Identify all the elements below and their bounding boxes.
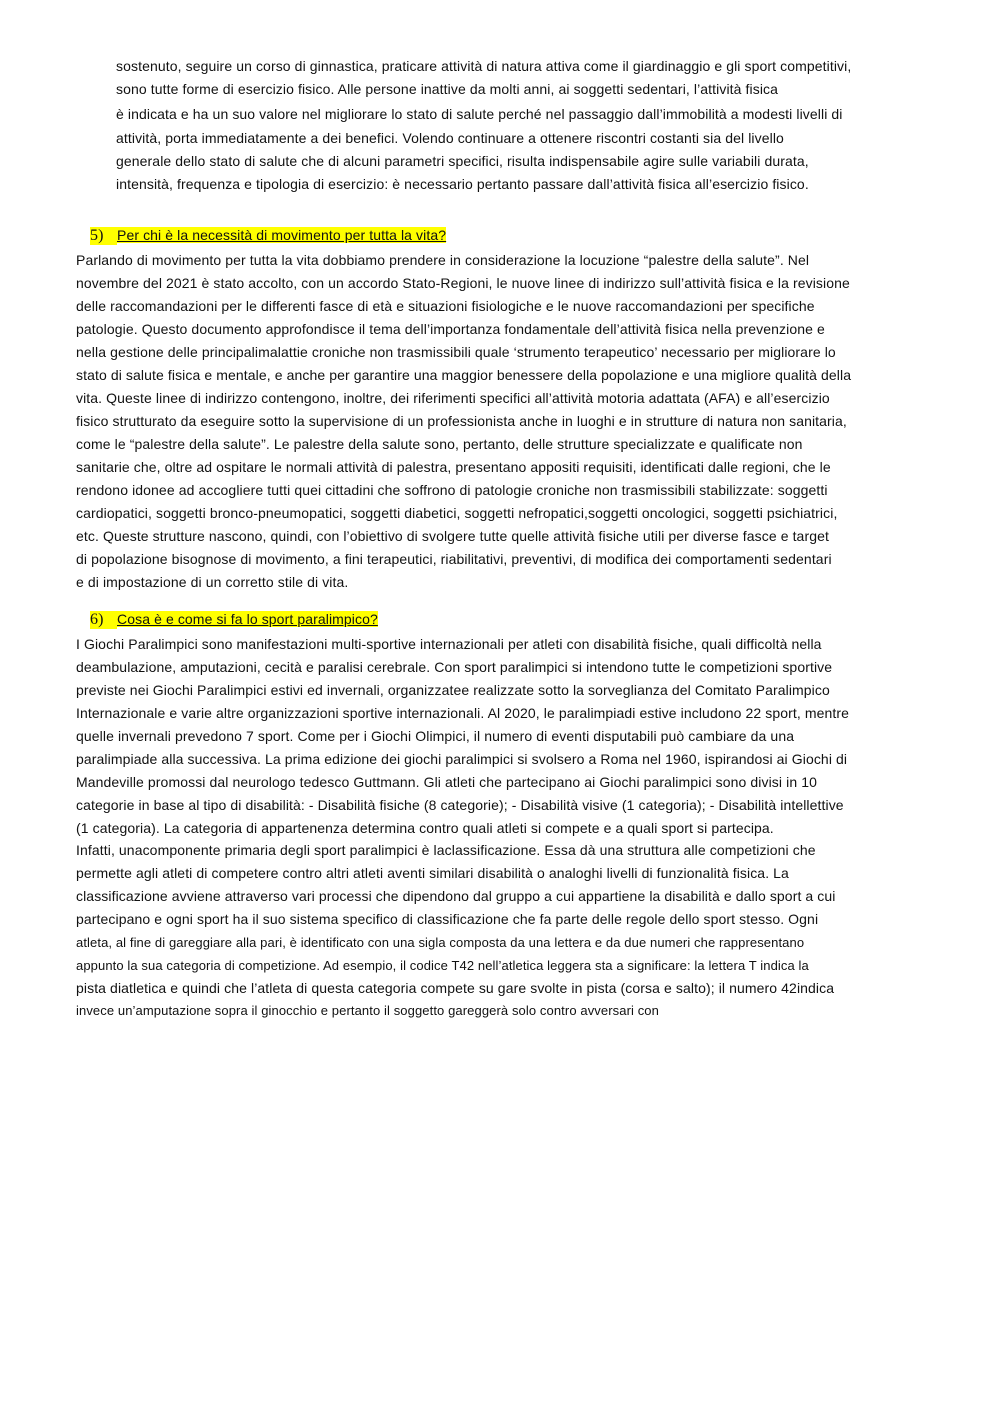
paragraph-line: deambulazione, amputazioni, cecità e paralisi cerebrale. Con sport paralimpici si intendono tutte le competizioni sportive [76,659,833,675]
paragraph-line: attività, porta immediatamente a dei benefici. Volendo continuare a ottenere riscontri costanti sia del livello [116,130,784,146]
paragraph-line: è indicata e ha un suo valore nel migliorare lo stato di salute perché nel passaggio dall’immobilità a modesti livelli di [116,106,843,122]
paragraph-line: sono tutte forme di esercizio fisico. Alle persone inattive da molti anni, ai soggetti sedentari, l’attività fisica [116,81,779,97]
paragraph-line: permette agli atleti di competere contro altri atleti aventi similari disabilità o analoghi livelli di funzionalità fisica. La [76,865,789,881]
paragraph-line: invece un’amputazione sopra il ginocchio e pertanto il soggetto gareggerà solo contro avversari con [76,1003,659,1018]
paragraph-line: partecipano e ogni sport ha il suo sistema specifico di classificazione che fa parte delle regole dello sport stesso. Ogni [76,911,819,927]
paragraph-line: Parlando di movimento per tutta la vita dobbiamo prendere in considerazione la locuzione “palestre della salute”. Nel [76,252,810,268]
paragraph-line: (1 categoria). La categoria di appartenenza determina contro quali atleti si compete e a quali sport si partecipa. [76,820,774,836]
paragraph-line: fisico strutturato da eseguire sotto la supervisione di un professionista anche in luoghi e in strutture di natura non sanitaria, [76,413,847,429]
section-number: 5) [90,227,117,245]
paragraph-line: quelle invernali prevedono 7 sport. Come per i Giochi Olimpici, il numero di eventi disputabili può cambiare da una [76,728,795,744]
paragraph-line: Infatti, unacomponente primaria degli sport paralimpici è laclassificazione. Essa dà una struttura alle competizioni che [76,842,816,858]
paragraph-line: Internazionale e varie altre organizzazioni sportive internazionali. Al 2020, le paralimpiadi estive includono 22 sport, mentre [76,705,850,721]
paragraph-line: come le “palestre della salute”. Le palestre della salute sono, pertanto, delle strutture specializzate e qualificate non [76,436,803,452]
paragraph-line: nella gestione delle principalimalattie croniche non trasmissibili quale ‘strumento terapeutico’ necessario per migliorare lo [76,344,836,360]
paragraph-line: sostenuto, seguire un corso di ginnastica, praticare attività di natura attiva come il giardinaggio e gli sport competitivi, [116,58,852,74]
paragraph-line: stato di salute fisica e mentale, e anche per garantire una maggior benessere della popolazione e una migliore qualità della [76,367,852,383]
paragraph-line: delle raccomandazioni per le differenti fasce di età e situazioni fisiologiche e le nuove raccomandazioni per specifiche [76,298,815,314]
paragraph-line: I Giochi Paralimpici sono manifestazioni multi-sportive internazionali per atleti con disabilità fisiche, quali difficoltà nella [76,636,822,652]
paragraph-line: atleta, al fine di gareggiare alla pari, è identificato con una sigla composta da una lettera e da due numeri che rappresentano [76,935,805,950]
paragraph-line: vita. Queste linee di indirizzo contengono, inoltre, dei riferimenti specifici all’attività motoria adattata (AFA) e all’esercizio [76,390,830,406]
section-number: 6) [90,611,117,629]
paragraph-line: Mandeville promossi dal neurologo tedesco Guttmann. Gli atleti che partecipano ai Giochi paralimpici sono divisi in 10 [76,774,817,790]
section-title: Cosa è e come si fa lo sport paralimpico? [117,611,378,627]
section-5-heading [90,226,446,245]
paragraph-line: sanitarie che, oltre ad ospitare le normali attività di palestra, presentano appositi requisiti, identificati dalle regioni, che le [76,459,831,475]
paragraph-line: e di impostazione di un corretto stile di vita. [76,574,349,590]
paragraph-line: cardiopatici, soggetti bronco-pneumopatici, soggetti diabetici, soggetti nefropatici,soggetti oncologici, soggetti psichiatrici, [76,505,838,521]
section-title: Per chi è la necessità di movimento per tutta la vita? [117,227,447,243]
paragraph-line: classificazione avviene attraverso vari processi che dipendono dal gruppo a cui appartiene la disabilità e dallo sport a cui [76,888,836,904]
paragraph-line: patologie. Questo documento approfondisce il tema dell’importanza fondamentale dell’attività fisica nella prevenzione e [76,321,825,337]
section-6-heading [90,610,378,629]
paragraph-line: pista diatletica e quindi che l’atleta di questa categoria compete su gare svolte in pista (corsa e salto); il numero 42indica [76,980,835,996]
paragraph-line: generale dello stato di salute che di alcuni parametri specifici, risulta indispensabile agire sulle variabili durata, [116,153,809,169]
paragraph-line: paralimpiade alla successiva. La prima edizione dei giochi paralimpici si svolsero a Roma nel 1960, ispirandosi ai Giochi di [76,751,848,767]
paragraph-line: appunto la sua categoria di competizione. Ad esempio, il codice T42 nell’atletica leggera sta a significare: la lettera T indica la [76,958,809,973]
paragraph-line: rendono idonee ad accogliere tutti quei cittadini che soffrono di patologie croniche non trasmissibili stabilizzate: soggetti [76,482,828,498]
paragraph-line: etc. Queste strutture nascono, quindi, con l’obiettivo di svolgere tutte quelle attività fisiche utili per diverse fasce e target [76,528,829,544]
paragraph-line: previste nei Giochi Paralimpici estivi ed invernali, organizzatee realizzate sotto la sorveglianza del Comitato Paralimpico [76,682,830,698]
paragraph-line: novembre del 2021 è stato accolto, con un accordo Stato-Regioni, le nuove linee di indirizzo sull’attività fisica e la revisione [76,275,850,291]
paragraph-line: intensità, frequenza e tipologia di esercizio: è necessario pertanto passare dall’attività fisica all’esercizio fisico. [116,176,809,192]
paragraph-line: categorie in base al tipo di disabilità: - Disabilità fisiche (8 categorie); - Disabilità visive (1 categoria); - Disabilità intellettive [76,797,844,813]
paragraph-line: di popolazione bisognose di movimento, a fini terapeutici, riabilitativi, preventivi, di modifica dei comportamenti sedentari [76,551,832,567]
